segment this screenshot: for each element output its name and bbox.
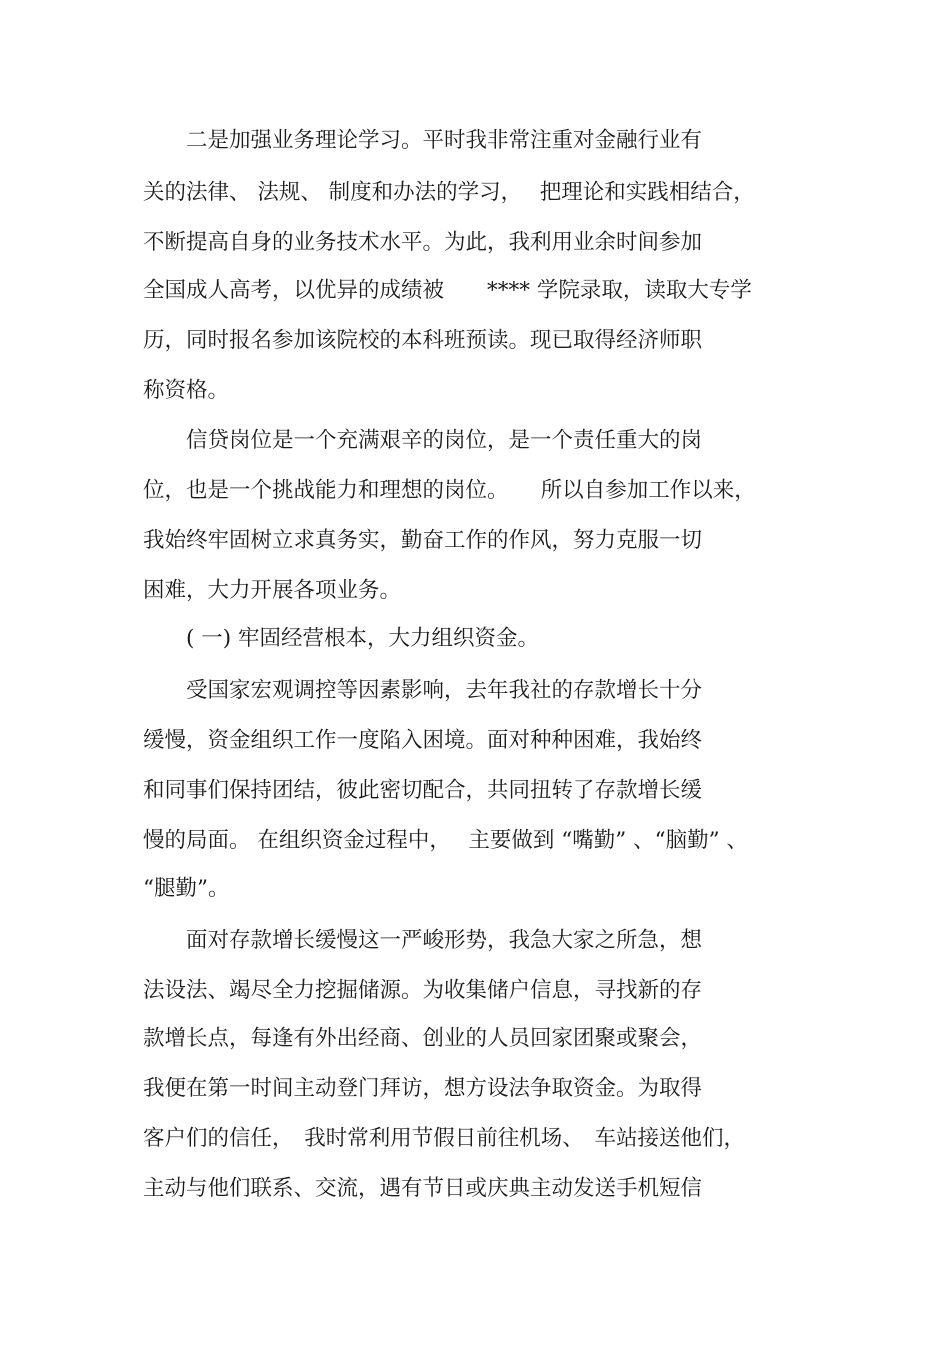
text-line: 法设法、竭尽全力挖掘储源。为收集储户信息，寻找新的存 [143,978,703,1003]
text-line: 我始终牢固树立求真务实，勤奋工作的作风，努力克服一切 [143,528,703,553]
text-line: 慢的局面。 在组织资金过程中， 主要做到 “嘴勤” 、“脑勤” 、 [143,828,748,853]
text-line: 缓慢，资金组织工作一度陷入困境。面对种种困难，我始终 [143,728,703,753]
text-line: 困难，大力开展各项业务。 [143,578,402,603]
text-line: 位，也是一个挑战能力和理想的岗位。 所以自参加工作以来， [143,478,756,503]
text-line: 款增长点，每逢有外出经商、创业的人员回家团聚或聚会， [143,1026,703,1051]
text-line: 受国家宏观调控等因素影响，去年我社的存款增长十分 [143,678,703,703]
text-line: 信贷岗位是一个充满艰辛的岗位，是一个责任重大的岗 [143,428,703,453]
text-line: 不断提高自身的业务技术水平。为此，我利用业余时间参加 [143,230,703,255]
text-line: 关的法律、 法规、 制度和办法的学习， 把理论和实践相结合， [143,180,755,205]
text-line: 客户们的信任， 我时常利用节假日前往机场、 车站接送他们， [143,1126,746,1151]
text-line: “腿勤”。 [143,876,230,901]
section-heading: ( 一) 牢固经营根本，大力组织资金。 [143,626,539,651]
text-line: 历，同时报名参加该院校的本科班预读。现已取得经济师职 [143,328,703,353]
text-line: 面对存款增长缓慢这一严峻形势，我急大家之所急，想 [143,928,703,953]
text-line: 和同事们保持团结，彼此密切配合，共同扭转了存款增长缓 [143,778,703,803]
text-line: 二是加强业务理论学习。平时我非常注重对金融行业有 [143,128,703,153]
text-line: 我便在第一时间主动登门拜访，想方设法争取资金。为取得 [143,1076,703,1101]
text-line: 称资格。 [143,378,230,403]
text-line: 主动与他们联系、交流，遇有节日或庆典主动发送手机短信 [143,1176,703,1201]
text-line: 全国成人高考，以优异的成绩被 **** 学院录取，读取大专学 [143,278,752,303]
